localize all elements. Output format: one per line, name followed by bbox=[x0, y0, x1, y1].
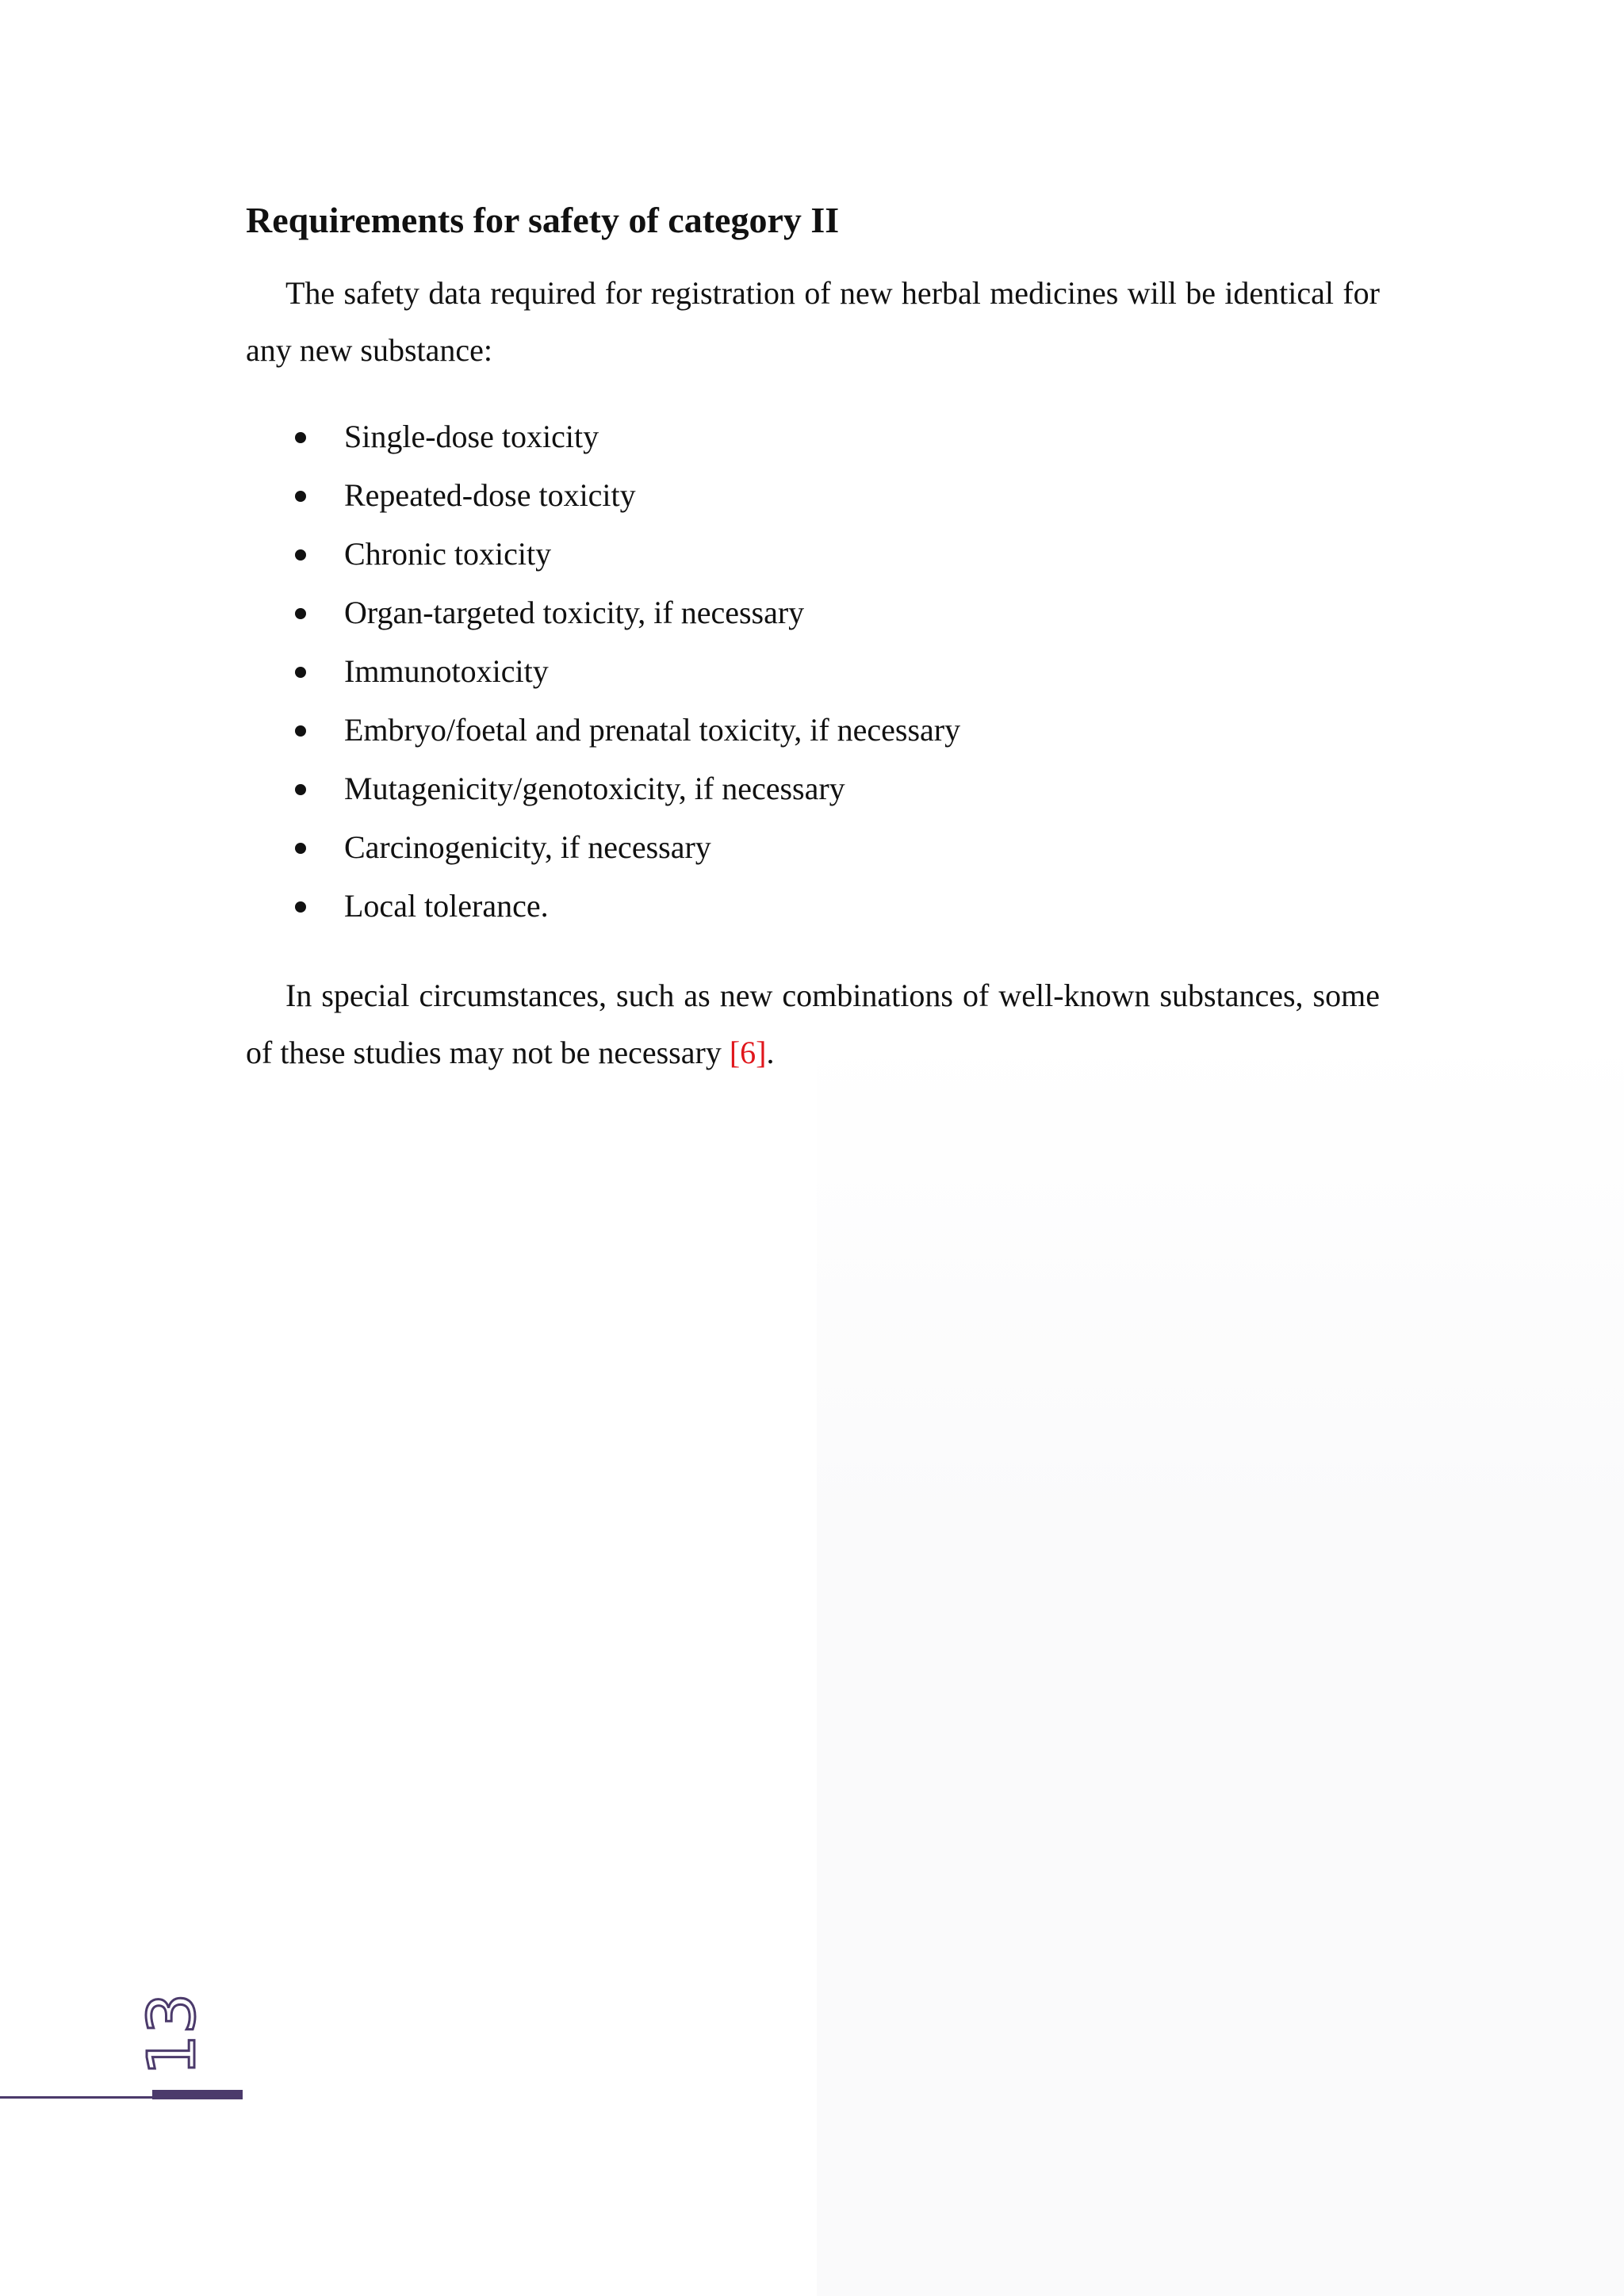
citation-link[interactable]: [6] bbox=[729, 1035, 767, 1070]
list-item bbox=[246, 584, 960, 642]
list-item bbox=[246, 408, 960, 466]
bullet-icon bbox=[295, 608, 306, 619]
list-item bbox=[246, 877, 960, 936]
list-item bbox=[246, 760, 960, 818]
closing-paragraph bbox=[246, 967, 1380, 1081]
page-background-shade bbox=[817, 1031, 1624, 2296]
section-heading: Requirements for safety of category II bbox=[246, 200, 840, 240]
bullet-icon bbox=[295, 491, 306, 502]
list-item-text: Organ-targeted toxicity, if necessary bbox=[344, 595, 805, 630]
list-item-text: Repeated-dose toxicity bbox=[344, 477, 636, 513]
safety-requirements-list bbox=[246, 408, 960, 936]
bullet-icon bbox=[295, 725, 306, 737]
bullet-icon bbox=[295, 843, 306, 854]
footer-rule-thick bbox=[152, 2090, 243, 2099]
bullet-icon bbox=[295, 549, 306, 561]
list-item bbox=[246, 818, 960, 877]
list-item bbox=[246, 701, 960, 760]
list-item-text: Carcinogenicity, if necessary bbox=[344, 829, 711, 865]
intro-paragraph: The safety data required for registration of new herbal medicines will be identical for any new substance: bbox=[246, 275, 1380, 368]
closing-text: In special circumstances, such as new combinations of well-known substances, some of these studies may not be necessary bbox=[246, 978, 1380, 1070]
list-item bbox=[246, 642, 960, 701]
list-item bbox=[246, 466, 960, 525]
list-item-text: Local tolerance. bbox=[344, 888, 549, 924]
list-item-text: Single-dose toxicity bbox=[344, 419, 599, 454]
list-item-text: Immunotoxicity bbox=[344, 653, 549, 689]
list-item-text: Mutagenicity/genotoxicity, if necessary bbox=[344, 771, 845, 806]
bullet-icon bbox=[295, 432, 306, 443]
list-item-text: Embryo/foetal and prenatal toxicity, if necessary bbox=[344, 712, 961, 748]
closing-period: . bbox=[766, 1035, 775, 1070]
list-item bbox=[246, 525, 960, 584]
bullet-icon bbox=[295, 667, 306, 678]
footer-rule-thin bbox=[0, 2096, 152, 2099]
bullet-icon bbox=[295, 784, 306, 795]
page-number: 13 bbox=[135, 1992, 210, 2076]
list-item-text: Chronic toxicity bbox=[344, 536, 552, 572]
bullet-icon bbox=[295, 901, 306, 913]
